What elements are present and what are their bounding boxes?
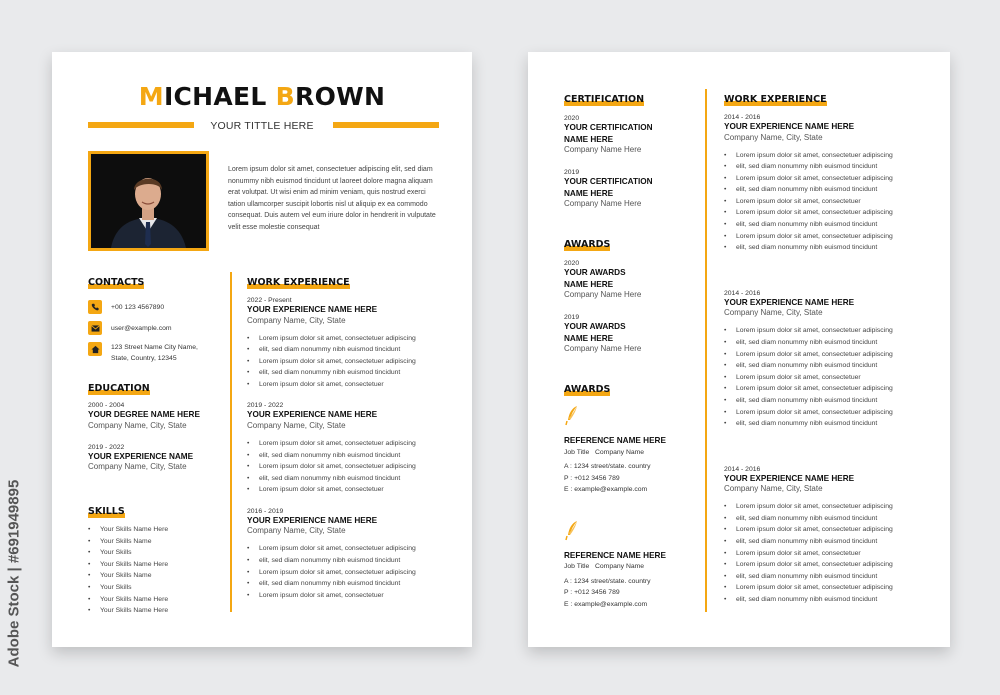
- skills-list: [88, 524, 238, 617]
- work-experience-section: [724, 89, 924, 606]
- work-entry: 2016 - 2019 YOUR EXPERIENCE NAME HERE Company Name, City, State • Lorem ipsum dolor sit amet, consectetuer adipiscing • elit, sed diam nonummy nibh euismod tincidunt • Lorem ipsum dolor sit amet, consectetuer adipiscing • elit, sed diam nonummy nibh euismod tincidunt • Lorem ipsum dolor sit amet, consectetuer: [247, 508, 447, 601]
- work-bullets: • Lorem ipsum dolor sit amet, consectetuer adipiscing • elit, sed diam nonummy nibh euismod tincidunt • Lorem ipsum dolor sit amet, consectetuer adipiscing • elit, sed diam nonummy nibh euismod tincidunt • Lorem ipsum dolor sit amet, consectetuer • Lorem ipsum dolor sit amet, consectetuer adipiscing • elit, sed diam nonummy nibh euismod tincidunt • Lorem ipsum dolor sit amet, consectetuer adipiscing • elit, sed diam nonummy nibh euismod tincidunt: [724, 501, 924, 605]
- stock-watermark: Adobe Stock | #691949895: [5, 479, 23, 668]
- education-entry: 2019 - 2022 YOUR EXPERIENCE NAME Company Name, City, State: [88, 443, 194, 471]
- home-icon: [88, 342, 102, 356]
- work-entry: 2022 - Present YOUR EXPERIENCE NAME HERE Company Name, City, State • Lorem ipsum dolor sit amet, consectetuer adipiscing • elit, sed diam nonummy nibh euismod tincidunt • Lorem ipsum dolor sit amet, consectetuer adipiscing • elit, sed diam nonummy nibh euismod tincidunt • Lorem ipsum dolor sit amet, consectetuer: [247, 297, 447, 390]
- phone-icon: [88, 300, 102, 314]
- work-bullets: • Lorem ipsum dolor sit amet, consectetuer adipiscing • elit, sed diam nonummy nibh euismod tincidunt • Lorem ipsum dolor sit amet, consectetuer adipiscing • elit, sed diam nonummy nibh euismod tincidunt • Lorem ipsum dolor sit amet, consectetuer: [247, 333, 447, 391]
- references-heading: AWARDS: [564, 384, 611, 395]
- work-experience-section: [247, 272, 447, 601]
- certification-section: [564, 89, 704, 208]
- title-accent-bar-right: [333, 122, 439, 128]
- work-experience-heading: WORK EXPERIENCE: [247, 277, 350, 288]
- skills-section: [88, 501, 238, 617]
- quill-icon: [564, 520, 580, 542]
- contacts-section: [88, 272, 238, 364]
- profile-summary: Lorem ipsum dolor sit amet, consectetuer adipiscing elit, sed diam nonummy nibh euismod tincidunt ut laoreet dolore magna aliquam erat volutpat. Ut wisi enim ad minim veniam, quis nostrud exerci tation ullamcorper suscipit lobortis nisl ut aliquip ex ea commodo consequat. Duis autem vel eum iriure dolor in hendrerit in vulputate velit esse molestie consequat: [228, 166, 436, 231]
- education-heading: EDUCATION: [88, 383, 150, 394]
- education-entry: 2000 - 2004 YOUR DEGREE NAME HERE Company Name, City, State: [88, 402, 200, 430]
- skill-item: • Your Skills: [88, 547, 238, 559]
- work-entry: 2014 - 2016 YOUR EXPERIENCE NAME HERE Company Name, City, State • Lorem ipsum dolor sit amet, consectetuer adipiscing • elit, sed diam nonummy nibh euismod tincidunt • Lorem ipsum dolor sit amet, consectetuer adipiscing • elit, sed diam nonummy nibh euismod tincidunt • Lorem ipsum dolor sit amet, consectetuer • Lorem ipsum dolor sit amet, consectetuer adipiscing • elit, sed diam nonummy nibh euismod tincidunt • Lorem ipsum dolor sit amet, consectetuer adipiscing • elit, sed diam nonummy nibh euismod tincidunt: [724, 466, 924, 606]
- resume-page-1: [52, 52, 472, 647]
- certification-entry: 2020 YOUR CERTIFICATION NAME HERE Company Name Here: [564, 115, 653, 154]
- profile-photo: [88, 151, 209, 251]
- job-subtitle: YOUR TITTLE HERE: [210, 120, 314, 132]
- reference-entry: REFERENCE NAME HERE Job Title Company Name A : 1234 street/state. country P : +012 3456 789 E : example@example.com: [564, 405, 704, 496]
- work-bullets: • Lorem ipsum dolor sit amet, consectetuer adipiscing • elit, sed diam nonummy nibh euismod tincidunt • Lorem ipsum dolor sit amet, consectetuer adipiscing • elit, sed diam nonummy nibh euismod tincidunt • Lorem ipsum dolor sit amet, consectetuer: [247, 543, 447, 601]
- resume-page-2: [528, 52, 950, 647]
- references-section: [564, 379, 704, 610]
- award-entry: 2019 YOUR AWARDS NAME HERE Company Name Here: [564, 314, 642, 353]
- work-entry: 2014 - 2016 YOUR EXPERIENCE NAME HERE Company Name, City, State • Lorem ipsum dolor sit amet, consectetuer adipiscing • elit, sed diam nonummy nibh euismod tincidunt • Lorem ipsum dolor sit amet, consectetuer adipiscing • elit, sed diam nonummy nibh euismod tincidunt • Lorem ipsum dolor sit amet, consectetuer • Lorem ipsum dolor sit amet, consectetuer adipiscing • elit, sed diam nonummy nibh euismod tincidunt • Lorem ipsum dolor sit amet, consectetuer adipiscing • elit, sed diam nonummy nibh euismod tincidunt: [724, 114, 924, 254]
- candidate-name: MICHAEL BROWN: [138, 82, 386, 111]
- work-entry: 2019 - 2022 YOUR EXPERIENCE NAME HERE Company Name, City, State • Lorem ipsum dolor sit amet, consectetuer adipiscing • elit, sed diam nonummy nibh euismod tincidunt • Lorem ipsum dolor sit amet, consectetuer adipiscing • elit, sed diam nonummy nibh euismod tincidunt • Lorem ipsum dolor sit amet, consectetuer: [247, 402, 447, 495]
- skill-item: • Your Skills Name: [88, 570, 238, 582]
- work-bullets: • Lorem ipsum dolor sit amet, consectetuer adipiscing • elit, sed diam nonummy nibh euismod tincidunt • Lorem ipsum dolor sit amet, consectetuer adipiscing • elit, sed diam nonummy nibh euismod tincidunt • Lorem ipsum dolor sit amet, consectetuer: [247, 438, 447, 496]
- certification-heading: CERTIFICATION: [564, 94, 645, 105]
- skill-item: • Your Skills Name: [88, 536, 238, 548]
- reference-entry: REFERENCE NAME HERE Job Title Company Name A : 1234 street/state. country P : +012 3456 789 E : example@example.com: [564, 520, 704, 611]
- skills-heading: SKILLS: [88, 506, 125, 517]
- skill-item: • Your Skills Name Here: [88, 594, 238, 606]
- awards-section: [564, 234, 704, 353]
- contact-phone: +00 123 4567890: [88, 300, 238, 314]
- contacts-heading: CONTACTS: [88, 277, 145, 288]
- mail-icon: [88, 321, 102, 335]
- certification-entry: 2019 YOUR CERTIFICATION NAME HERE Company Name Here: [564, 169, 653, 208]
- contact-email: user@example.com: [88, 321, 238, 335]
- work-bullets: • Lorem ipsum dolor sit amet, consectetuer adipiscing • elit, sed diam nonummy nibh euismod tincidunt • Lorem ipsum dolor sit amet, consectetuer adipiscing • elit, sed diam nonummy nibh euismod tincidunt • Lorem ipsum dolor sit amet, consectetuer • Lorem ipsum dolor sit amet, consectetuer adipiscing • elit, sed diam nonummy nibh euismod tincidunt • Lorem ipsum dolor sit amet, consectetuer adipiscing • elit, sed diam nonummy nibh euismod tincidunt: [724, 325, 924, 429]
- column-divider: [230, 272, 232, 612]
- quill-icon: [564, 405, 580, 427]
- skill-item: • Your Skills Name Here: [88, 524, 238, 536]
- awards-heading: AWARDS: [564, 239, 611, 250]
- column-divider: [705, 89, 707, 612]
- skill-item: • Your Skills: [88, 582, 238, 594]
- skill-item: • Your Skills Name Here: [88, 605, 238, 617]
- skill-item: • Your Skills Name Here: [88, 559, 238, 571]
- education-section: [88, 378, 238, 471]
- work-bullets: • Lorem ipsum dolor sit amet, consectetuer adipiscing • elit, sed diam nonummy nibh euismod tincidunt • Lorem ipsum dolor sit amet, consectetuer adipiscing • elit, sed diam nonummy nibh euismod tincidunt • Lorem ipsum dolor sit amet, consectetuer • Lorem ipsum dolor sit amet, consectetuer adipiscing • elit, sed diam nonummy nibh euismod tincidunt • Lorem ipsum dolor sit amet, consectetuer adipiscing • elit, sed diam nonummy nibh euismod tincidunt: [724, 150, 924, 254]
- contact-address: 123 Street Name City Name, State, Country, 12345: [88, 342, 238, 364]
- award-entry: 2020 YOUR AWARDS NAME HERE Company Name Here: [564, 260, 642, 299]
- work-entry: 2014 - 2016 YOUR EXPERIENCE NAME HERE Company Name, City, State • Lorem ipsum dolor sit amet, consectetuer adipiscing • elit, sed diam nonummy nibh euismod tincidunt • Lorem ipsum dolor sit amet, consectetuer adipiscing • elit, sed diam nonummy nibh euismod tincidunt • Lorem ipsum dolor sit amet, consectetuer • Lorem ipsum dolor sit amet, consectetuer adipiscing • elit, sed diam nonummy nibh euismod tincidunt • Lorem ipsum dolor sit amet, consectetuer adipiscing • elit, sed diam nonummy nibh euismod tincidunt: [724, 290, 924, 430]
- work-experience-heading: WORK EXPERIENCE: [724, 94, 827, 105]
